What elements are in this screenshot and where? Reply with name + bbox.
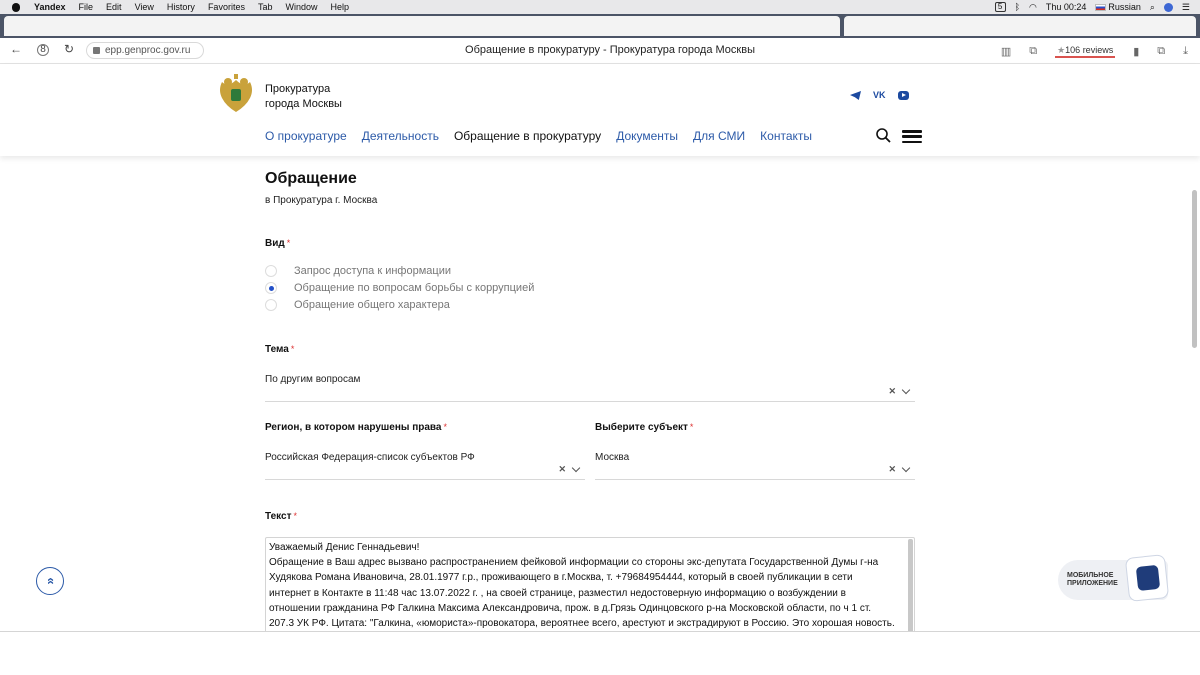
emblem-logo[interactable] [216,72,256,116]
text-label-text: Текст [265,511,292,522]
clear-icon[interactable]: ✕ [888,464,896,474]
download-icon[interactable]: ⤓ [1183,44,1188,57]
text-line: отношении гражданина РФ Галкина Максима Александровича, прож. в д.Грязь Одинцовского р-на Московской области, по ч 1 ст. [269,602,872,614]
radio-label: Обращение по вопросам борьбы с коррупцией [294,282,535,294]
telegram-icon[interactable] [850,91,861,100]
menu-file[interactable]: File [78,2,94,12]
mobile-app-label-line2: ПРИЛОЖЕНИЕ [1067,580,1118,587]
reviews-badge[interactable] [1055,45,1115,58]
hamburger-menu-icon[interactable] [902,130,922,143]
subject-label [595,422,693,433]
nav-appeal[interactable]: Обращение в прокуратуру [453,129,602,143]
scroll-up-button[interactable]: « [36,567,64,595]
topic-select[interactable] [265,366,915,402]
back-arrow-icon[interactable]: ← [10,42,22,56]
menu-favorites[interactable]: Favorites [207,2,245,12]
radio-button[interactable] [265,299,277,311]
radio-button-selected[interactable] [265,282,277,294]
appeal-text-area[interactable] [265,537,915,631]
menu-view[interactable]: View [134,2,154,12]
input-language[interactable] [1095,2,1141,12]
region-label [265,422,447,433]
browser-tab[interactable] [844,16,1196,36]
site-header [0,64,1200,156]
main-nav [265,129,812,143]
region-label-text: Регион, в котором нарушены права [265,422,442,433]
topic-label-text: Тема [265,344,289,355]
youtube-icon[interactable] [898,91,909,100]
apple-icon[interactable] [12,3,20,12]
wifi-icon[interactable]: ◠ [1028,1,1037,12]
menu-window[interactable]: Window [285,2,318,12]
form-subtitle: в Прокуратура г. Москва [265,195,378,206]
radio-label: Запрос доступа к информации [294,265,451,277]
org-name[interactable] [265,82,342,112]
menu-tab[interactable]: Tab [257,2,273,12]
reviews-count: 106 reviews [1065,44,1114,55]
search-icon[interactable] [876,128,891,143]
required-mark: * [286,238,291,248]
type-label-text: Вид [265,238,285,249]
appeal-form [0,156,1200,631]
url-text: epp.genproc.gov.ru [105,45,191,56]
select-controls [558,464,579,475]
nav-media[interactable]: Для СМИ [693,129,746,143]
window-bottom-area [0,631,1200,675]
topic-label [265,344,294,355]
social-links [850,91,909,100]
radio-label: Обращение общего характера [294,299,450,311]
form-title: Обращение [265,170,357,187]
extension-icon[interactable]: ▥ [1000,45,1012,58]
input-language-label: Russian [1108,2,1141,12]
text-line: Уважаемый Денис Геннадьевич! [269,542,420,553]
nav-contacts[interactable]: Контакты [760,129,813,143]
select-controls [888,464,909,475]
topic-value: По другим вопросам [265,374,361,385]
region-select[interactable] [265,444,585,480]
browser-address-bar [0,38,1200,64]
subject-select[interactable] [595,444,915,480]
clear-icon[interactable]: ✕ [558,464,566,474]
browser-tab-strip [0,14,1200,38]
required-mark: * [443,422,447,432]
star-icon: ★ [1057,44,1066,55]
clear-icon[interactable]: ✕ [888,386,896,396]
nav-activity[interactable]: Деятельность [361,129,439,143]
region-value: Российская Федерация-список субъектов РФ [265,452,475,463]
nav-documents[interactable]: Документы [616,129,679,143]
text-line: интернет в Контакте в 11:48 час 13.07.2022 г. , на своей странице, разместил недостоверную информацию о возбуждении в [269,587,846,599]
status-badge[interactable]: 5 [995,2,1006,12]
url-field[interactable] [86,42,204,59]
radio-anticorruption[interactable] [265,282,534,294]
text-label [265,511,297,522]
chevron-down-icon[interactable] [572,463,580,471]
text-line: Худякова Романа Ивановича, 28.01.1977 г.р., проживающего в г.Москва, т. +79684954444, который в своей публикации в сети [269,572,853,584]
org-name-line2: города Москвы [265,98,342,110]
radio-general[interactable] [265,299,450,311]
radio-info-request[interactable] [265,265,451,277]
protect-icon[interactable]: 8 [37,44,49,56]
bluetooth-icon[interactable]: ᛒ [1014,2,1020,12]
menu-edit[interactable]: Edit [106,2,122,12]
vk-icon[interactable]: VK [873,90,886,100]
chevron-down-icon[interactable] [902,385,910,393]
mobile-app-label-line1: МОБИЛЬНОЕ [1067,572,1114,579]
page-title: Обращение в прокуратуру - Прокуратура города Москвы [465,44,755,56]
nav-about[interactable]: О прокуратуре [265,129,347,143]
required-mark: * [290,344,295,354]
type-label [265,238,290,249]
spotlight-search-icon[interactable]: ⌕ [1149,1,1155,12]
page-scrollbar[interactable] [1192,190,1197,348]
control-center-icon[interactable]: ☰ [1181,1,1190,12]
lock-icon [93,47,100,54]
siri-icon[interactable] [1164,3,1173,12]
browser-tab-active[interactable] [4,16,840,36]
required-mark: * [689,422,694,432]
mobile-app-banner[interactable] [1058,560,1168,600]
translate-icon[interactable]: ⧉ [1029,44,1038,57]
subject-label-text: Выберите субъект [595,422,688,433]
text-line: Обращение в Ваш адрес вызвано распространением фейковой информации со стороны экс-депутата Государственной Думы г-на [269,557,879,569]
russian-flag-icon [1095,4,1106,11]
org-name-line1: Прокуратура [265,83,331,95]
bookmark-icon[interactable]: ▮ [1133,45,1140,58]
chevron-down-icon[interactable] [902,463,910,471]
required-mark: * [293,511,298,521]
menu-help[interactable]: Help [330,2,349,12]
textarea-scrollbar[interactable] [908,539,913,631]
menubar-status-area [995,0,1190,14]
menubar-clock[interactable]: Thu 00:24 [1045,2,1087,12]
macos-menubar [0,0,1200,14]
collections-icon[interactable]: ⧉ [1157,44,1166,57]
text-line: 207.3 УК РФ. Цитата: "Галкина, «юмориста»-провокатора, вероятнее всего, арестуют и экстрадируют в Россию. Это хорошая новость. [269,618,895,630]
phone-icon [1125,554,1169,602]
address-bar-tools [1001,41,1200,61]
menu-history[interactable]: History [166,2,195,12]
subject-value: Москва [595,452,630,463]
mobile-app-label [1067,572,1118,588]
radio-button[interactable] [265,265,277,277]
select-controls [888,386,909,397]
menu-app-name[interactable]: Yandex [34,2,66,12]
reload-icon[interactable]: ↻ [64,42,75,56]
